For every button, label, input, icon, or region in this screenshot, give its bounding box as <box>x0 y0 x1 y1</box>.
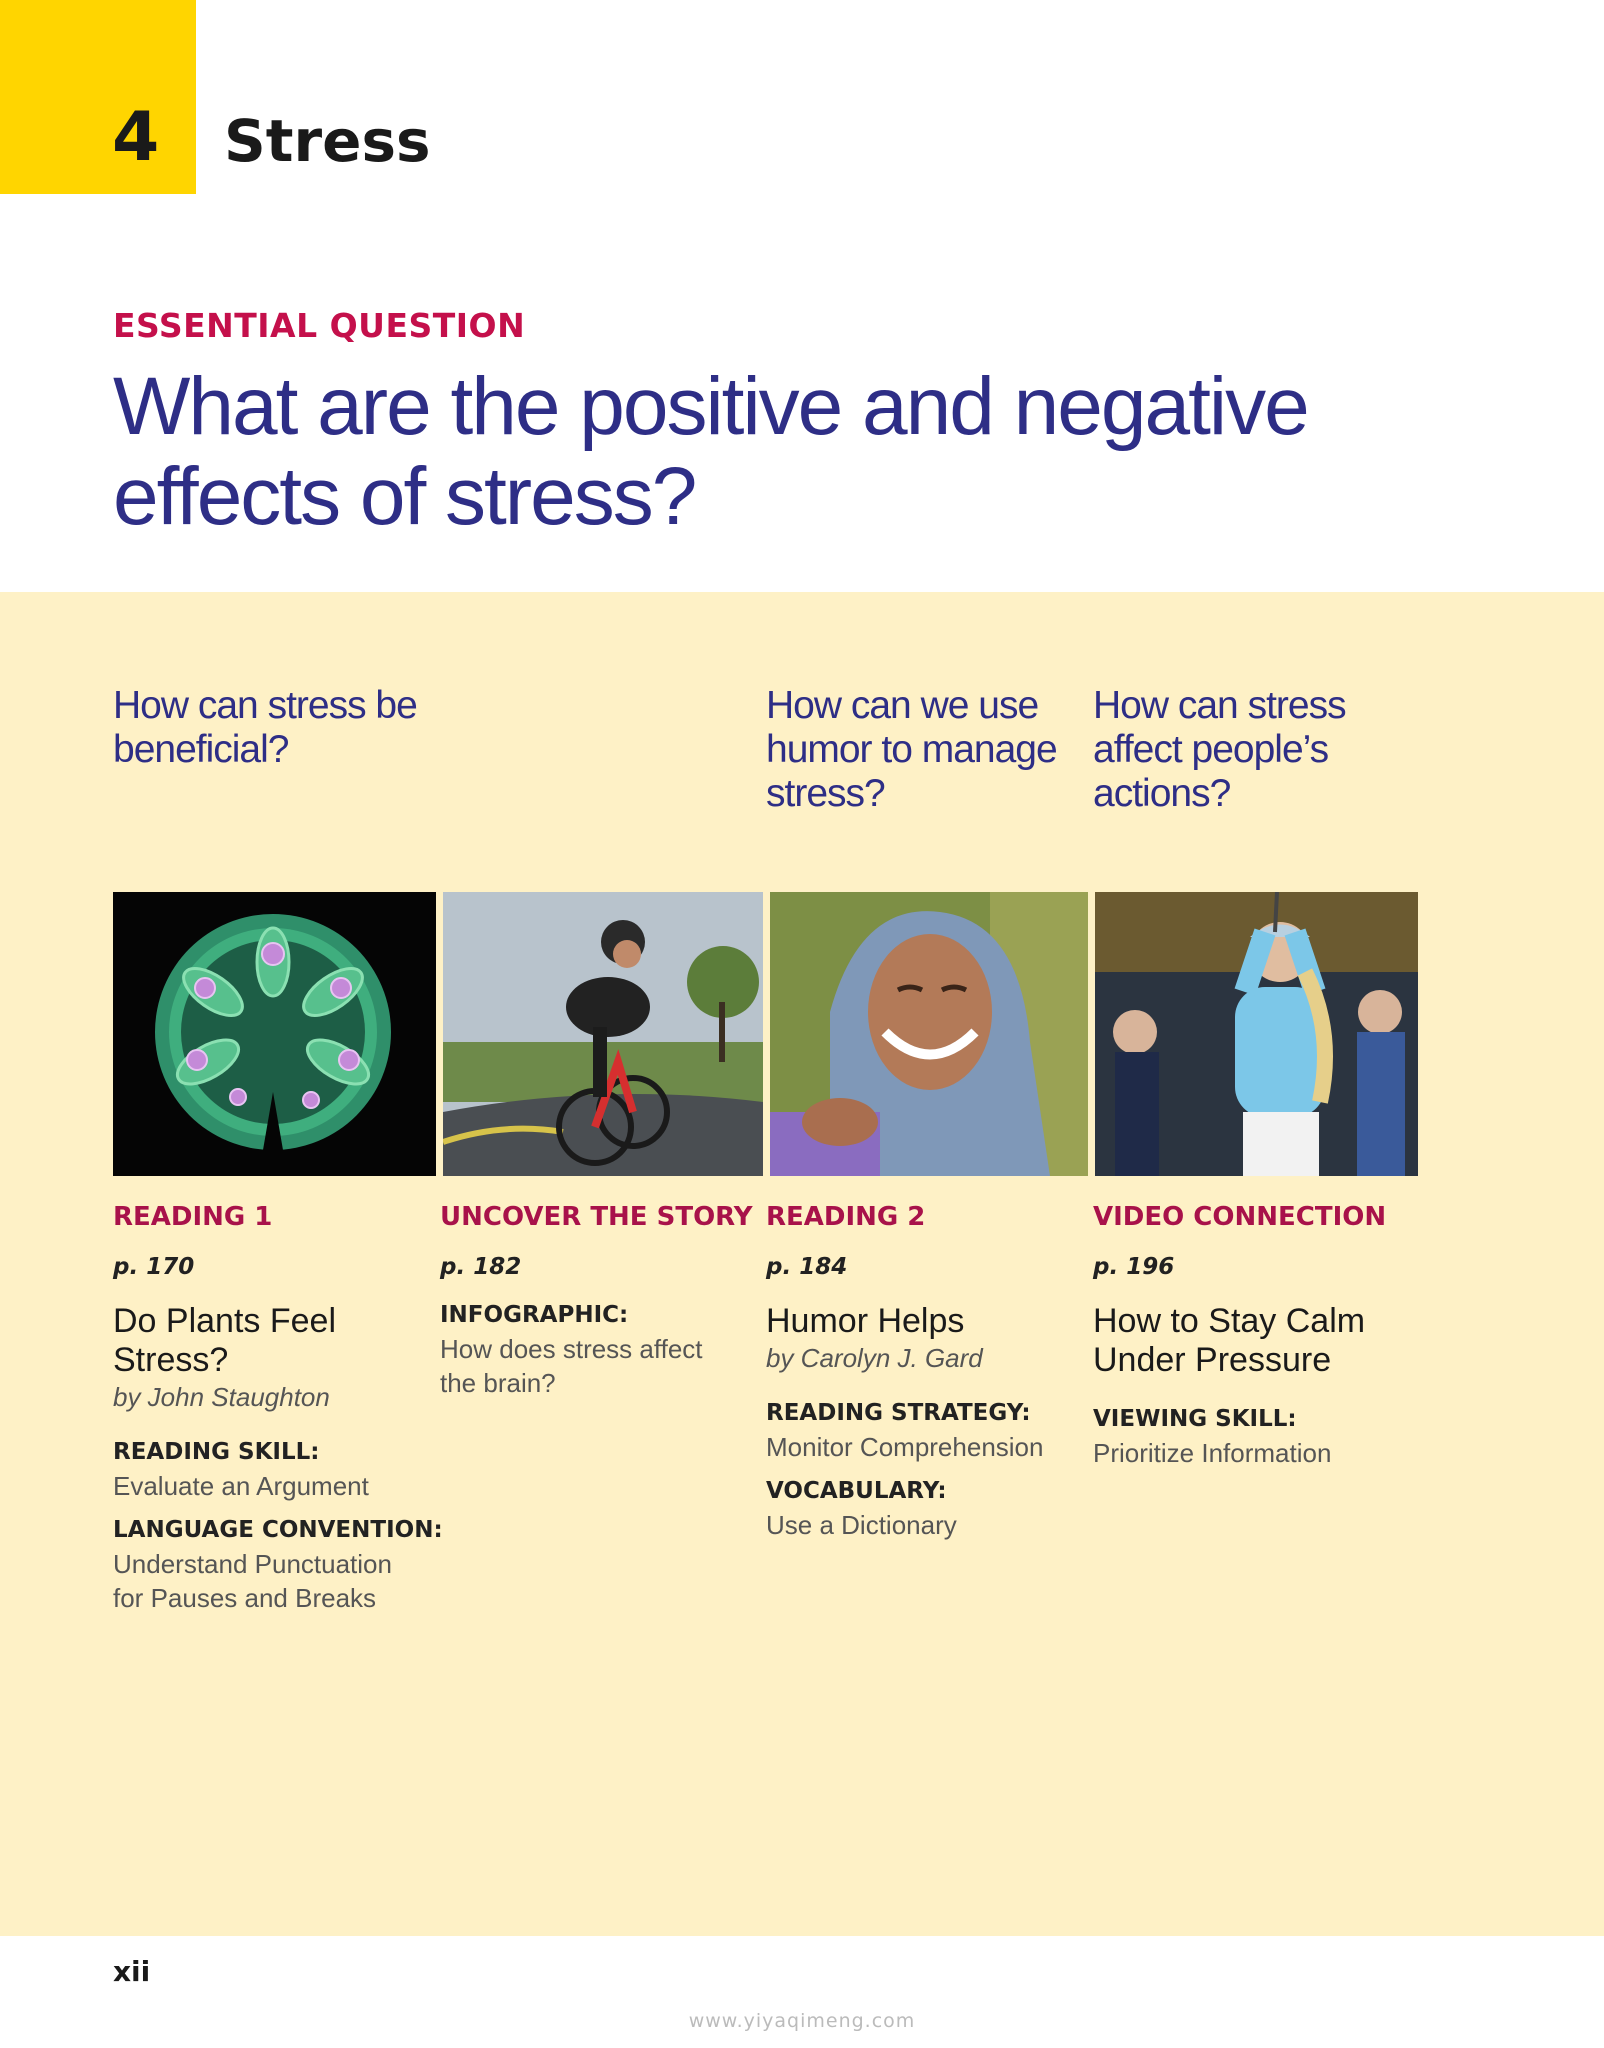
guiding-question-2: How can we use humor to manage stress? <box>766 684 1057 815</box>
golfer-photo <box>1095 892 1418 1176</box>
skill-label: READING STRATEGY: <box>766 1400 1031 1426</box>
guiding-question-3: How can stress affect people’s actions? <box>1093 684 1346 815</box>
unit-overview-panel <box>0 592 1604 1936</box>
uncover-the-story-column <box>440 1202 753 1414</box>
column-label: UNCOVER THE STORY <box>440 1202 753 1232</box>
skill-text: Understand Punctuation for Pauses and Breaks <box>113 1549 392 1613</box>
unit-number-box <box>0 0 196 194</box>
skill-label: VOCABULARY: <box>766 1478 947 1504</box>
skill-label: VIEWING SKILL: <box>1093 1406 1297 1432</box>
smiling-woman-photo <box>770 892 1088 1176</box>
cyclist-photo <box>443 892 763 1176</box>
column-label: READING 2 <box>766 1202 926 1232</box>
page-reference: p. 170 <box>113 1254 195 1280</box>
selection-title: How to Stay Calm Under Pressure <box>1093 1302 1366 1379</box>
skill-label: READING SKILL: <box>113 1439 320 1465</box>
plant-cell-photo <box>113 892 436 1176</box>
page-reference: p. 184 <box>766 1254 848 1280</box>
reading-1-column <box>113 1202 443 1629</box>
unit-number: 4 <box>112 98 160 177</box>
watermark: www.yiyaqimeng.com <box>688 2010 916 2032</box>
skill-text: Monitor Comprehension <box>766 1432 1044 1462</box>
skill-text: Evaluate an Argument <box>113 1471 369 1501</box>
selection-author: by John Staughton <box>113 1382 330 1412</box>
reading-2-column <box>766 1204 1066 1556</box>
page-reference: p. 196 <box>1093 1254 1175 1280</box>
selection-title: Do Plants Feel Stress? <box>113 1302 336 1379</box>
selection-title: Humor Helps <box>766 1302 965 1340</box>
column-label: READING 1 <box>113 1202 273 1232</box>
page-reference: p. 182 <box>440 1254 522 1280</box>
guiding-question-1: How can stress be beneficial? <box>113 684 417 771</box>
essential-question-label: ESSENTIAL QUESTION <box>113 306 526 345</box>
selection-author: by Carolyn J. Gard <box>766 1343 983 1373</box>
skill-text: Prioritize Information <box>1093 1438 1332 1468</box>
skill-text: Use a Dictionary <box>766 1510 957 1540</box>
skill-label: LANGUAGE CONVENTION: <box>113 1517 443 1543</box>
essential-question-text: What are the positive and negative effects of stress? <box>113 361 1308 542</box>
page-number: xii <box>113 1955 151 1988</box>
video-connection-column <box>1093 1204 1413 1484</box>
column-label: VIDEO CONNECTION <box>1093 1202 1387 1232</box>
skill-text: How does stress affect the brain? <box>440 1334 703 1398</box>
skill-label: INFOGRAPHIC: <box>440 1302 629 1328</box>
unit-title: Stress <box>224 107 431 175</box>
